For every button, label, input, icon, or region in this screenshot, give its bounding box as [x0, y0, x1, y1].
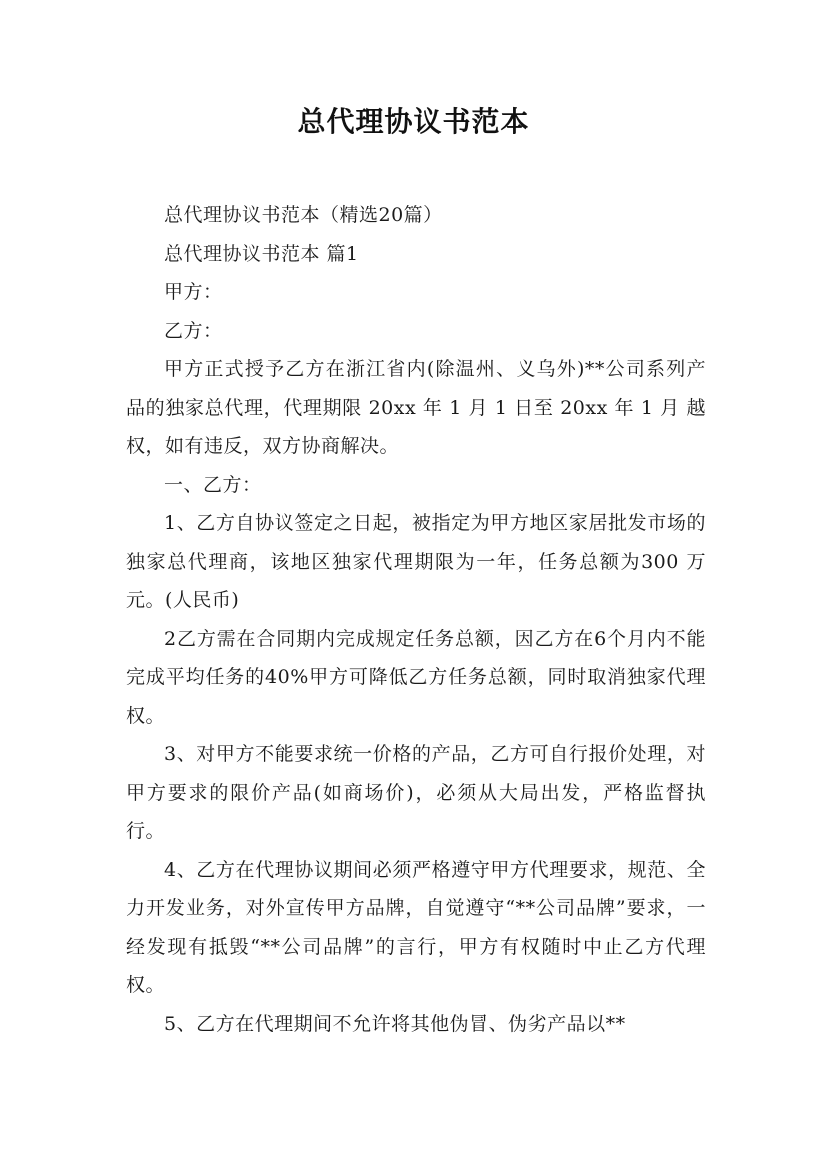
document-title: 总代理协议书范本 — [297, 105, 530, 138]
paragraph-grant: 甲方正式授予乙方在浙江省内(除温州、义乌外)**公司系列产品的独家总代理，代理期限 20xx 年 1 月 1 日至 20xx 年 1 月 越权，如有违反，双方协商解决。 — [126, 358, 706, 457]
paragraph-clause-2: 2乙方需在合同期内完成规定任务总额，因乙方在6个月内不能完成平均任务的40%甲方可降低乙方任务总额，同时取消独家代理权。 — [126, 627, 706, 727]
paragraph-clause-3: 3、对甲方不能要求统一价格的产品，乙方可自行报价处理，对甲方要求的限价产品(如商场价)，必须从大局出发，严格监督执行。 — [126, 743, 706, 842]
paragraph-section-heading: 总代理协议书范本 篇1 — [164, 242, 359, 265]
paragraph-clause-4: 4、乙方在代理协议期间必须严格遵守甲方代理要求，规范、全力开发业务，对外宣传甲方品牌，自觉遵守“**公司品牌”要求，一经发现有抵毁“**公司品牌”的言行，甲方有权随时中止乙方代理权。 — [126, 858, 706, 996]
paragraph-party-a: 甲方： — [164, 281, 223, 303]
document-body — [126, 196, 706, 1043]
paragraph-clause-1: 1、乙方自协议签定之日起，被指定为甲方地区家居批发市场的独家总代理商，该地区独家代理期限为一年，任务总额为300 万元。(人民币) — [126, 512, 706, 611]
paragraph-party-b: 乙方： — [164, 319, 223, 342]
paragraph-clause-heading: 一、乙方： — [164, 473, 262, 496]
paragraph-clause-5: 5、乙方在代理期间不允许将其他伪冒、伪劣产品以** — [164, 1012, 626, 1035]
paragraph-subtitle: 总代理协议书范本（精选20篇） — [164, 204, 443, 226]
